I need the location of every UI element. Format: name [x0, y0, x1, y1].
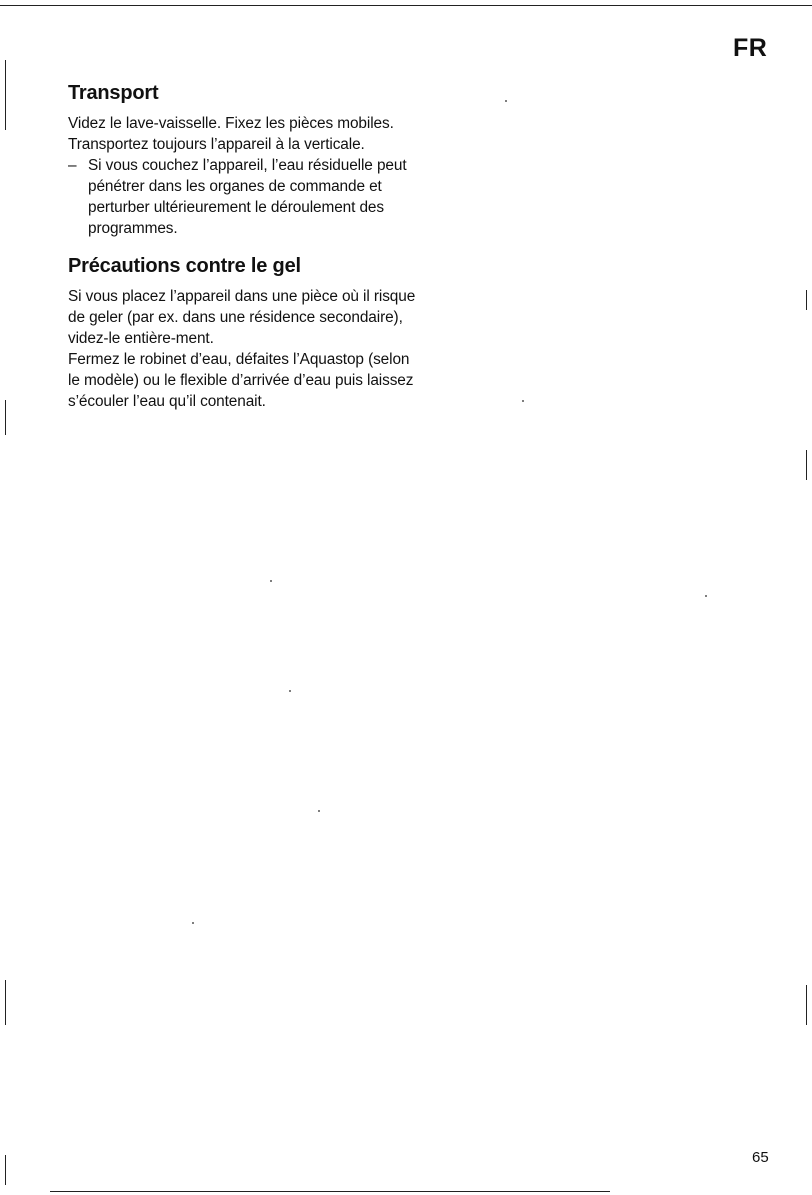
scan-speck	[192, 922, 194, 924]
transport-bullet-item	[68, 155, 418, 239]
scan-left-edge	[5, 1155, 6, 1185]
scan-speck	[705, 595, 707, 597]
scan-right-edge	[806, 290, 807, 310]
section-title-transport: Transport	[68, 82, 159, 104]
bullet-dash: –	[68, 157, 77, 174]
scan-speck	[505, 100, 507, 102]
scan-speck	[289, 690, 291, 692]
transport-bullet-text: Si vous couchez l’appareil, l’eau résiduelle peut pénétrer dans les organes de commande et perturber ultérieurement le déroulement des programmes.	[88, 157, 407, 237]
scan-speck	[522, 400, 524, 402]
scan-left-edge	[5, 400, 6, 435]
page-number: 65	[752, 1149, 769, 1166]
frost-paragraph-2: Fermez le robinet d’eau, défaites l’Aquastop (selon le modèle) ou le flexible d’arrivée d’eau puis laissez s’écouler l’eau qu’il contenait.	[68, 351, 414, 410]
section-title-frost: Précautions contre le gel	[68, 255, 301, 277]
scan-speck	[318, 810, 320, 812]
scan-right-edge	[806, 450, 807, 480]
scan-left-edge	[5, 60, 6, 130]
scan-bottom-line	[50, 1191, 610, 1192]
scan-speck	[270, 580, 272, 582]
document-body	[68, 80, 418, 412]
transport-paragraph: Videz le lave-vaisselle. Fixez les pièces mobiles. Transportez toujours l’appareil à la verticale.	[68, 115, 394, 153]
language-code: FR	[733, 34, 768, 62]
frost-paragraph-1: Si vous placez l’appareil dans une pièce où il risque de geler (par ex. dans une résidence secondaire), videz-le entière-ment.	[68, 288, 416, 347]
scan-right-edge	[806, 985, 807, 1025]
scan-top-line	[0, 5, 812, 6]
scan-left-edge	[5, 980, 6, 1025]
